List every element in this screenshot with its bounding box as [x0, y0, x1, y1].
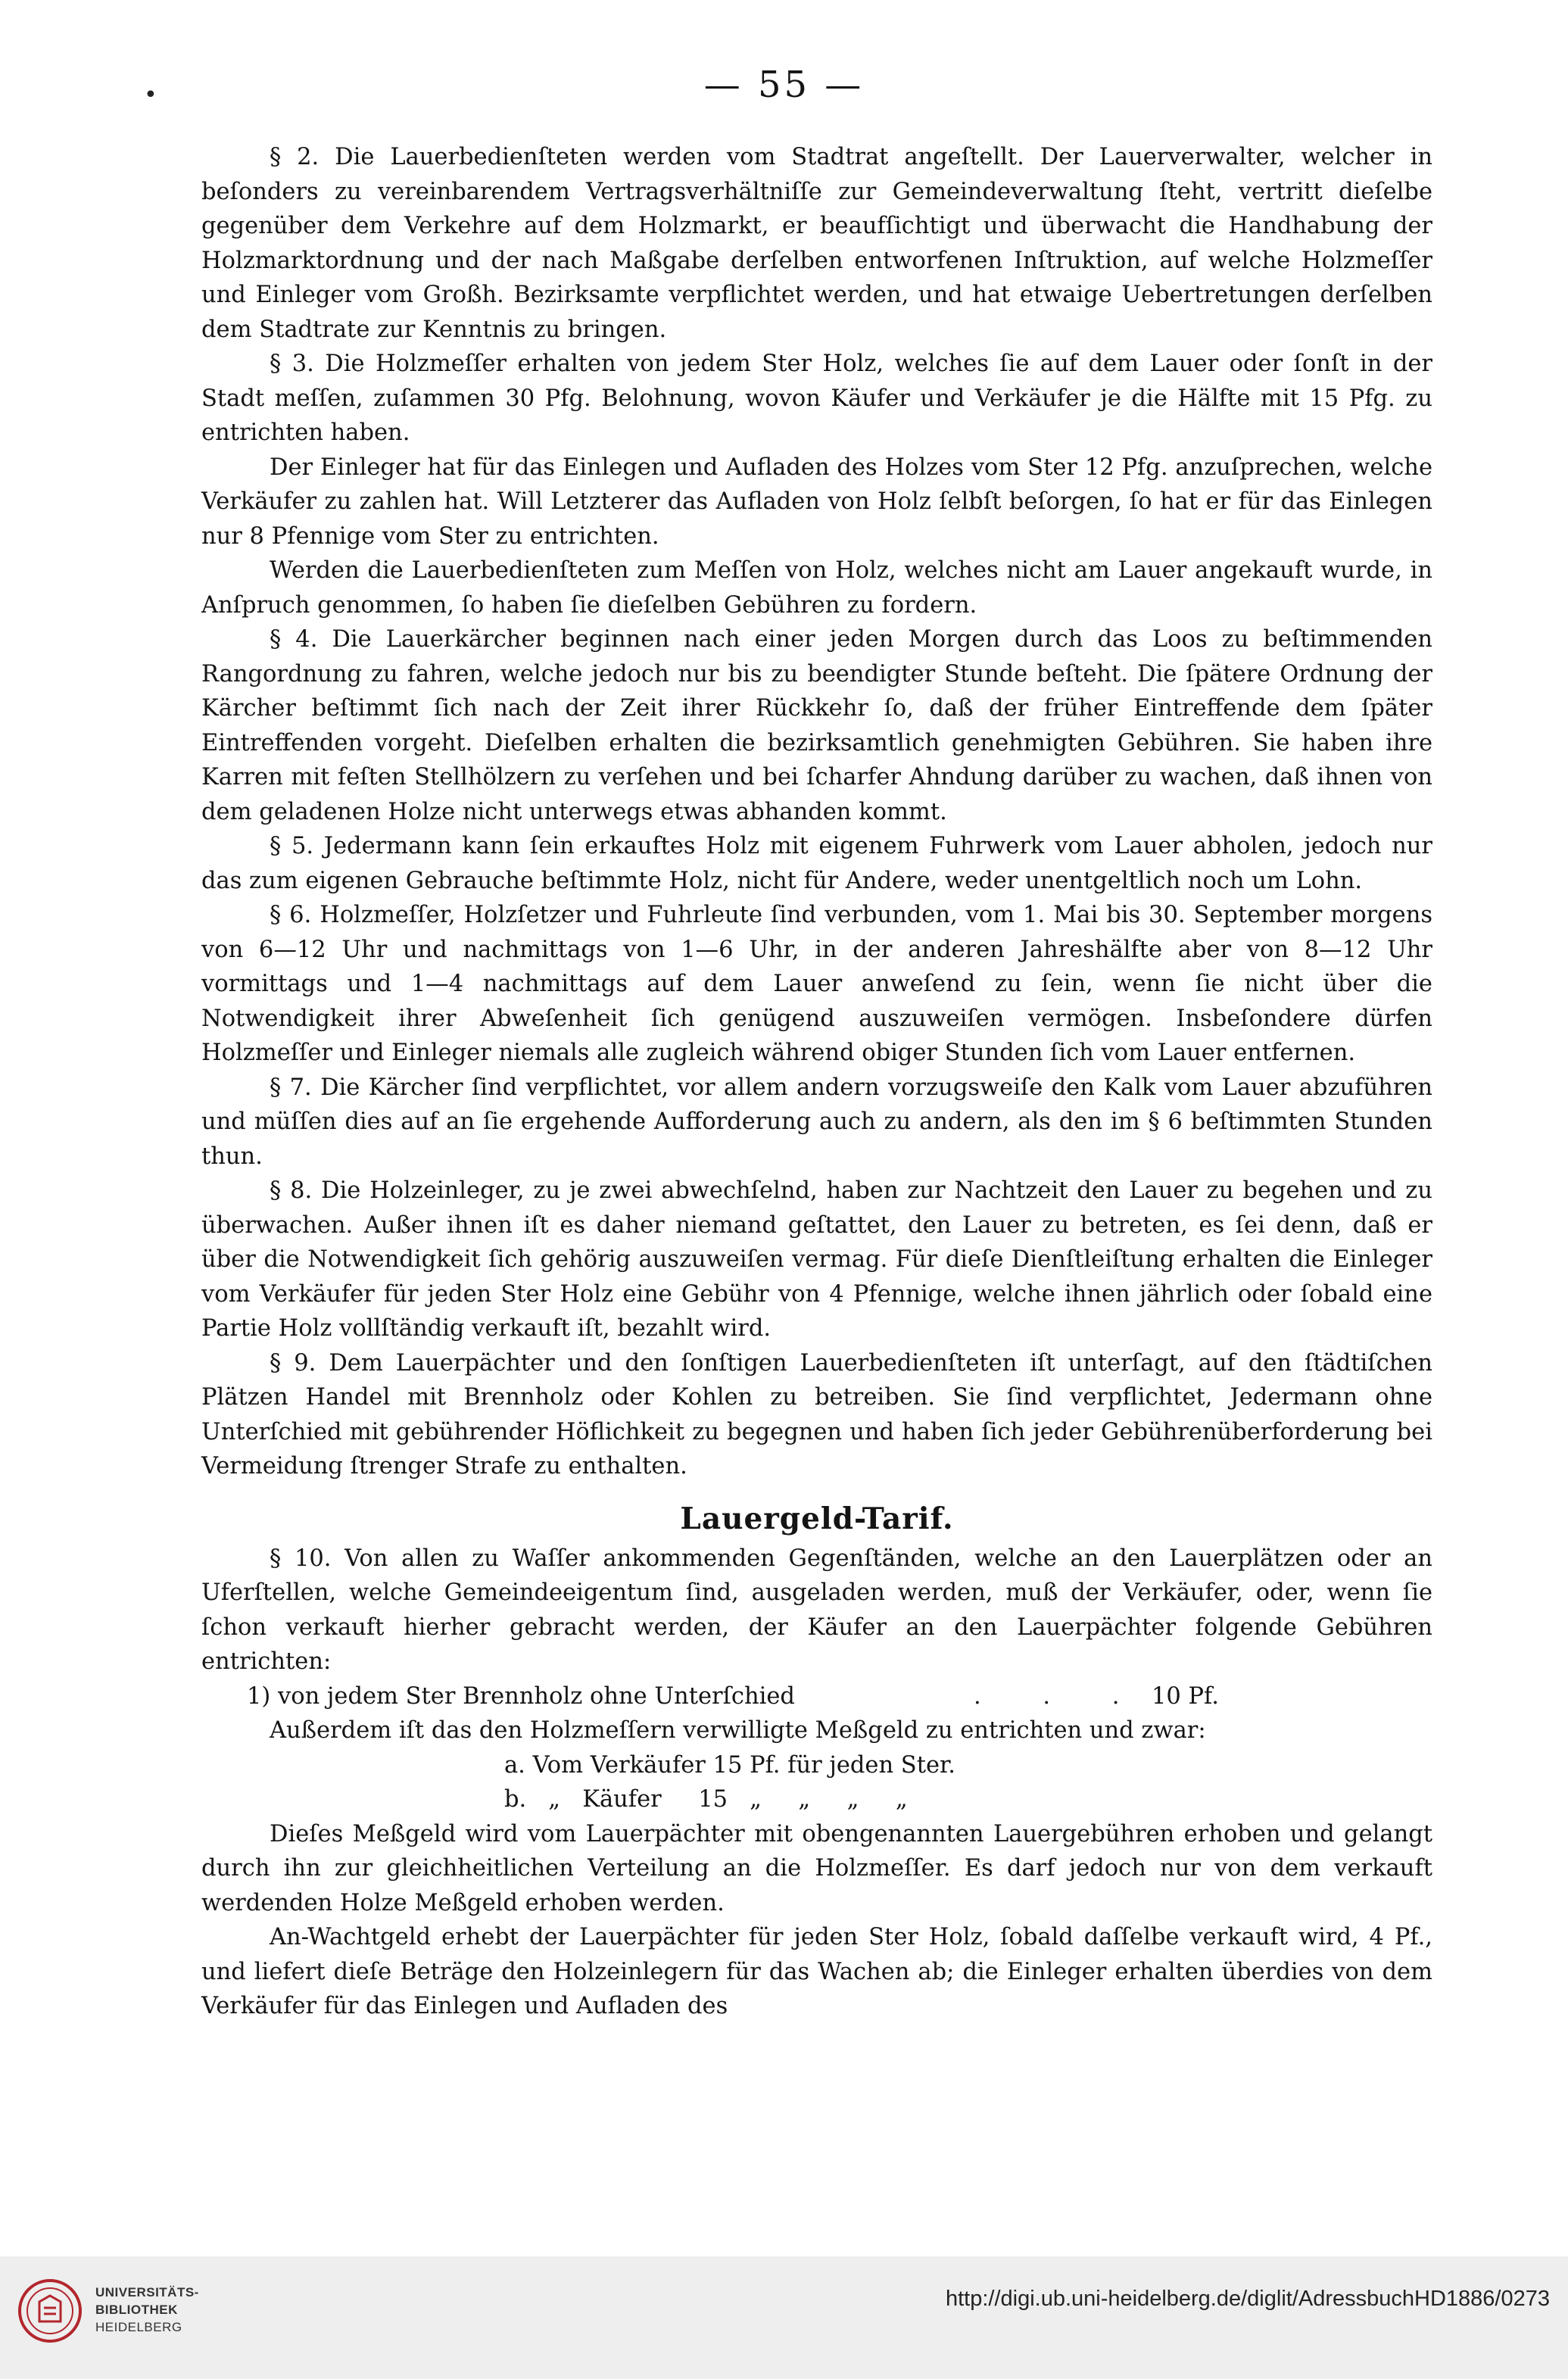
library-name-line-2: BIBLIOTHEK — [95, 2303, 178, 2317]
tariff-sub-b: b. „ Käufer 15 „ „ „ „ — [504, 1786, 908, 1813]
paragraph-messgeld-intro: Außerdem iſt das den Holzmeſſern verwilligte Meßgeld zu entrichten und zwar: — [270, 1717, 1206, 1744]
tariff-item-leader: . . . — [974, 1682, 1147, 1710]
paragraph-section-6: § 6. Holzmeſſer, Holzſetzer und Fuhrleute ſind verbunden, vom 1. Mai bis 30. September morgens von 6—12 Uhr und nachmittags von 1—6 Uhr, in der anderen Jahreshälfte aber von 8—12 Uhr vormittags und 1—4 nachmittags auf dem Lauer anweſend zu ſein, wenn ſie nicht über die Notwendigkeit ihrer Abweſenheit ſich genügend auszuweiſen vermögen. Insbeſondere dürfen Holzmeſſer und Einleger niemals alle zugleich während obiger Stunden ſich vom Lauer entfernen. — [201, 902, 1432, 1066]
paragraph-section-3: § 3. Die Holzmeſſer erhalten von jedem Ster Holz, welches ſie auf dem Lauer oder ſonſt in der Stadt meſſen, zuſammen 30 Pfg. Belohnung, wovon Käufer und Verkäufer je die Hälfte mit 15 Pfg. zu entrichten haben. — [201, 351, 1432, 446]
section-heading: Lauergeld-Tarif. — [680, 1501, 954, 1536]
library-seal-icon — [17, 2278, 83, 2344]
library-name — [95, 2284, 199, 2336]
paragraph-einleger: Der Einleger hat für das Einlegen und Aufladen des Holzes vom Ster 12 Pfg. anzuſprechen, welche Verkäufer zu zahlen hat. Will Letzterer das Aufladen von Holz ſelbſt beſorgen, ſo hat er für das Einlegen nur 8 Pfennige vom Ster zu entrichten. — [201, 454, 1432, 550]
paragraph-section-7: § 7. Die Kärcher ſind verpflichtet, vor allem andern vorzugsweiſe den Kalk vom Lauer abzuführen und müſſen dies auf an ſie ergehende Aufforderung auch zu andern, als den im § 6 beſtimmten Stunden thun. — [201, 1074, 1432, 1170]
footer-bar — [0, 2256, 1568, 2379]
paragraph-section-9: § 9. Dem Lauerpächter und den ſonſtigen Lauerbedienſteten iſt unterſagt, auf den ſtädtiſchen Plätzen Handel mit Brennholz oder Kohlen zu betreiben. Sie ſind verpflichtet, Jedermann ohne Unterſchied mit gebührender Höflichkeit zu begegnen und haben ſich jeder Gebührenüberforderung bei Vermeidung ſtrenger Strafe zu enthalten. — [201, 1349, 1432, 1479]
document-body — [201, 140, 1432, 2024]
paragraph-lauerbedienstete: Werden die Lauerbedienſteten zum Meſſen von Holz, welches nicht am Lauer angekauft wurde, in Anſpruch genommen, ſo haben ſie dieſelben Gebühren zu fordern. — [201, 557, 1432, 619]
paragraph-wachtgeld: An-Wachtgeld erhebt der Lauerpächter für jeden Ster Holz, ſobald daſſelbe verkauft wird, 4 Pf., und liefert dieſe Beträge den Holzeinlegern für das Wachen ab; die Einleger erhalten überdies von dem Verkäufer für das Einlegen und Aufladen des — [201, 1924, 1432, 2019]
paragraph-section-8: § 8. Die Holzeinleger, zu je zwei abwechſelnd, haben zur Nachtzeit den Lauer zu begehen und zu überwachen. Außer ihnen iſt es daher niemand geſtattet, den Lauer zu betreten, es ſei denn, daß er über die Notwendigkeit ſich gehörig auszuweiſen vermag. Für dieſe Dienſtleiſtung erhalten die Einleger vom Verkäufer für jeden Ster Holz eine Gebühr von 4 Pfennige, welche ihnen jährlich oder ſobald eine Partie Holz vollſtändig verkauft iſt, bezahlt wird. — [201, 1177, 1432, 1342]
paragraph-section-4: § 4. Die Lauerkärcher beginnen nach einer jeden Morgen durch das Loos zu beſtimmenden Rangordnung zu fahren, welche jedoch nur bis zu beendigter Stunde beſteht. Die ſpätere Ordnung der Kärcher beſtimmt ſich nach der Zeit ihrer Rückkehr ſo, daß der früher Eintreffende dem ſpäter Eintreffenden vorgeht. Dieſelben erhalten die bezirksamtlich genehmigten Gebühren. Sie haben ihre Karren mit feſten Stellhölzern zu verſehen und bei ſcharfer Ahndung darüber zu wachen, daß ihnen von dem geladenen Holze nicht unterwegs etwas abhanden kommt. — [201, 626, 1432, 825]
paragraph-section-10: § 10. Von allen zu Waſſer ankommenden Gegenſtänden, welche an den Lauerplätzen oder an Uferſtellen, welche Gemeindeeigentum ſind, ausgeladen werden, muß der Verkäufer, oder, wenn ſie ſchon verkauft hierher gebracht werden, der Käufer an den Lauerpächter folgende Gebühren entrichten: — [201, 1545, 1432, 1675]
paragraph-section-5: § 5. Jedermann kann ſein erkauftes Holz mit eigenem Fuhrwerk vom Lauer abholen, jedoch nur das zum eigenen Gebrauche beſtimmte Holz, nicht für Andere, weder unentgeltlich noch um Lohn. — [201, 833, 1432, 894]
page-number: — 55 — — [703, 64, 865, 106]
tariff-item-label: 1) von jedem Ster Brennholz ohne Unterſchied — [247, 1682, 795, 1710]
corner-mark: • — [144, 82, 157, 108]
source-url-link[interactable]: http://digi.ub.uni-heidelberg.de/diglit/AdressbuchHD1886/0273 — [945, 2287, 1550, 2311]
tariff-item-value: 10 Pf. — [1152, 1682, 1219, 1710]
paragraph-section-2: § 2. Die Lauerbedienſteten werden vom Stadtrat angeſtellt. Der Lauerverwalter, welcher in beſonders zu vereinbarendem Vertragsverhältniſſe zur Gemeindeverwaltung ſteht, vertritt dieſelbe gegenüber dem Verkehre auf dem Holzmarkt, er beaufſichtigt und überwacht die Handhabung der Holzmarktordnung und der nach Maßgabe derſelben entworfenen Inſtruktion, auf welche Holzmeſſer und Einleger vom Großh. Bezirksamte verpflichtet werden, und hat etwaige Uebertretungen derſelben dem Stadtrate zur Kenntnis zu bringen. — [201, 144, 1432, 343]
library-name-line-1: UNIVERSITÄTS- — [95, 2285, 199, 2299]
library-logo — [17, 2275, 229, 2364]
library-name-line-3: HEIDELBERG — [95, 2320, 182, 2334]
tariff-item — [201, 1679, 1432, 1714]
paragraph-messgeld: Dieſes Meßgeld wird vom Lauerpächter mit obengenannten Lauergebühren erhoben und gelangt durch ihn zur gleichheitlichen Verteilung an die Holzmeſſer. Es darf jedoch nur von dem verkauft werdenden Holze Meßgeld erhoben werden. — [201, 1820, 1432, 1916]
tariff-sub-a: a. Vom Verkäufer 15 Pf. für jeden Ster. — [504, 1751, 955, 1779]
